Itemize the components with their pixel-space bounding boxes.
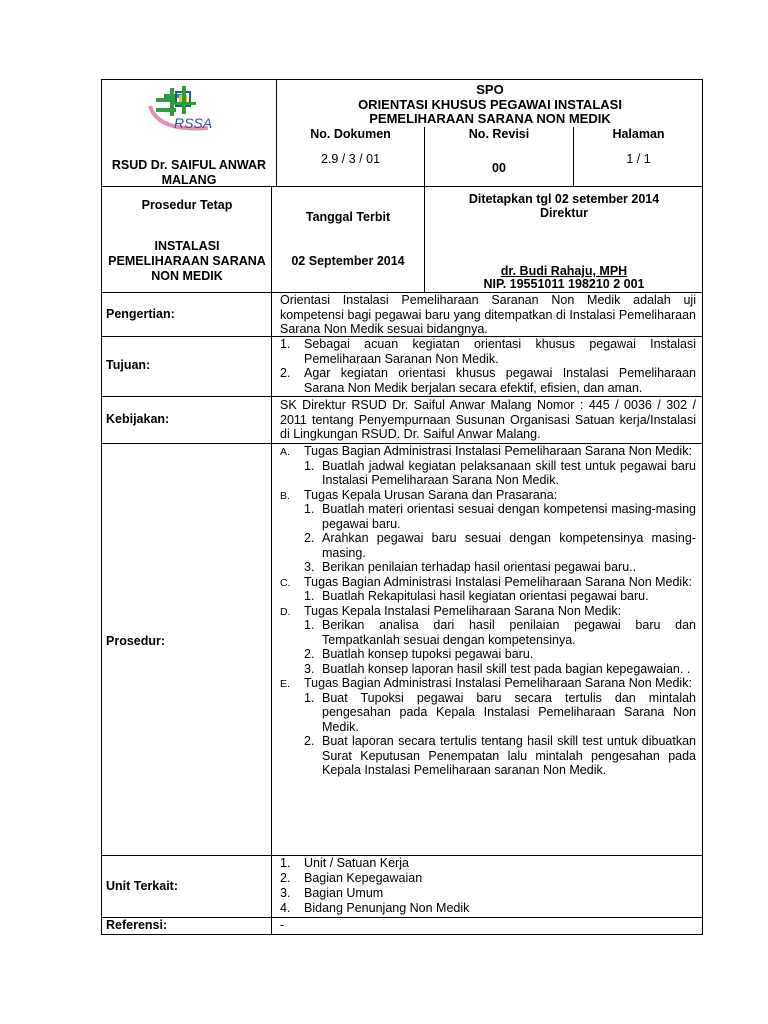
- prosedur-step-d: D. Tugas Kepala Instalasi Pemeliharaan Sarana Non Medik:: [280, 603, 622, 618]
- no-dokumen-value: 2.9 / 3 / 01: [320, 152, 381, 166]
- doc-title-line1: ORIENTASI KHUSUS PEGAWAI INSTALASI: [358, 97, 622, 112]
- doc-title-line2: PEMELIHARAAN SARANA NON MEDIK: [369, 111, 611, 126]
- prosedur-step-a: A. Tugas Bagian Administrasi Instalasi Pemeliharaan Sarana Non Medik:: [280, 444, 692, 458]
- halaman-value: 1 / 1: [626, 152, 651, 166]
- list-item: 1. Sebagai acuan kegiatan orientasi khusus pegawai Instalasi Pemeliharaan Saranan Non Medik.: [280, 337, 696, 366]
- halaman-label: Halaman: [612, 127, 665, 141]
- referensi-value: -: [280, 918, 285, 932]
- no-dokumen-label: No. Dokumen: [310, 127, 391, 141]
- prosedur-tetap-label: Prosedur Tetap: [141, 198, 233, 212]
- referensi-label: Referensi:: [106, 918, 168, 932]
- list-item: 4. Bidang Penunjang Non Medik: [280, 901, 470, 915]
- no-revisi-label: No. Revisi: [468, 127, 530, 141]
- tujuan-label: Tujuan:: [106, 358, 151, 372]
- direktur-label: Direktur: [540, 206, 588, 220]
- list-item: 1. Buatlah materi orientasi sesuai dengan kompetensi masing-masing pegawai baru.: [304, 502, 696, 531]
- list-item: 1. Unit / Satuan Kerja: [280, 856, 409, 870]
- list-item: 3. Bagian Umum: [280, 886, 384, 900]
- tanggal-terbit-value: 02 September 2014: [291, 254, 405, 268]
- logo-text: RSSA: [174, 115, 213, 131]
- doc-type: SPO: [476, 82, 504, 97]
- pengertian-label: Pengertian:: [106, 307, 175, 321]
- list-item: 3. Buatlah konsep laporan hasil skill test pada bagian kepegawaian. .: [304, 661, 691, 676]
- list-item: 2. Arahkan pegawai baru sesuai dengan kompetensinya masing-masing.: [304, 531, 696, 560]
- unit-terkait-list: [280, 856, 696, 916]
- list-item: 1. Buatlah Rekapitulasi hasil kegiatan orientasi pegawai baru.: [304, 589, 649, 603]
- kebijakan-text: SK Direktur RSUD Dr. Saiful Anwar Malang Nomor : 445 / 0036 / 302 / 2011 tentang Penyempurnaan Susunan Organisasi Satuan kerja/Instalasi di Lingkungan RSUD. Dr. Saiful Anwar Malang.: [280, 398, 696, 441]
- list-item: 1. Berikan analisa dari hasil penilaian pegawai baru dan Tempatkanlah sesuai dengan kompetensinya.: [304, 618, 696, 647]
- pengertian-text: Orientasi Instalasi Pemeliharaan Saranan Non Medik adalah uji kompetensi bagi pegawai baru yang ditempatkan di Instalasi Pemeliharaan Sarana Non Medik sesuai bidangnya.: [280, 293, 696, 336]
- ditetapkan-text: Ditetapkan tgl 02 setember 2014: [468, 192, 660, 206]
- prosedur-step-e: E. Tugas Bagian Administrasi Instalasi Pemeliharaan Sarana Non Medik:: [280, 676, 692, 690]
- list-item: 2. Bagian Kepegawaian: [280, 871, 423, 885]
- prosedur-step-c: C. Tugas Bagian Administrasi Instalasi Pemeliharaan Sarana Non Medik:: [280, 574, 692, 589]
- list-item: 3. Berikan penilaian terhadap hasil orientasi pegawai baru..: [304, 560, 637, 574]
- tanggal-terbit-label: Tanggal Terbit: [305, 210, 391, 224]
- unit-terkait-label: Unit Terkait:: [106, 879, 178, 893]
- no-revisi-value: 00: [492, 161, 506, 175]
- signer-nip: NIP. 19551011 198210 2 001: [483, 277, 645, 291]
- list-item: 1. Buatlah jadwal kegiatan pelaksanaan skill test untuk pegawai baru Instalasi Pemeliharaan Sarana Non Medik.: [304, 458, 696, 487]
- signer-name: dr. Budi Rahaju, MPH: [500, 264, 628, 278]
- tujuan-list: [280, 337, 696, 395]
- list-item: 2. Agar kegiatan orientasi khusus pegawai Instalasi Pemeliharaan Sarana Non Medik berjalan secara efektif, efisien, dan aman.: [280, 366, 696, 395]
- unit-name: INSTALASI PEMELIHARAAN SARANA NON MEDIK: [108, 239, 266, 283]
- prosedur-step-b: B. Tugas Kepala Urusan Sarana dan Prasarana:: [280, 487, 558, 502]
- hospital-logo: [148, 84, 228, 140]
- list-item: 1. Buat Tupoksi pegawai baru secara tertulis dan mintalah pengesahan pada Kepala Instalasi Pemeliharaan Sarana Non Medik.: [304, 690, 696, 734]
- prosedur-list: [280, 444, 696, 778]
- list-item: 2. Buatlah konsep tupoksi pegawai baru.: [304, 647, 534, 661]
- kebijakan-label: Kebijakan:: [106, 412, 170, 426]
- list-item: 2. Buat laporan secara tertulis tentang hasil skill test untuk dibuatkan Surat Keputusan Penempatan lalu mintalah pengesahan pada Kepala Instalasi Pemeliharaan saranan Non Medik.: [304, 734, 696, 777]
- prosedur-label: Prosedur:: [106, 634, 166, 648]
- hospital-name: RSUD Dr. SAIFUL ANWAR MALANG: [111, 158, 267, 187]
